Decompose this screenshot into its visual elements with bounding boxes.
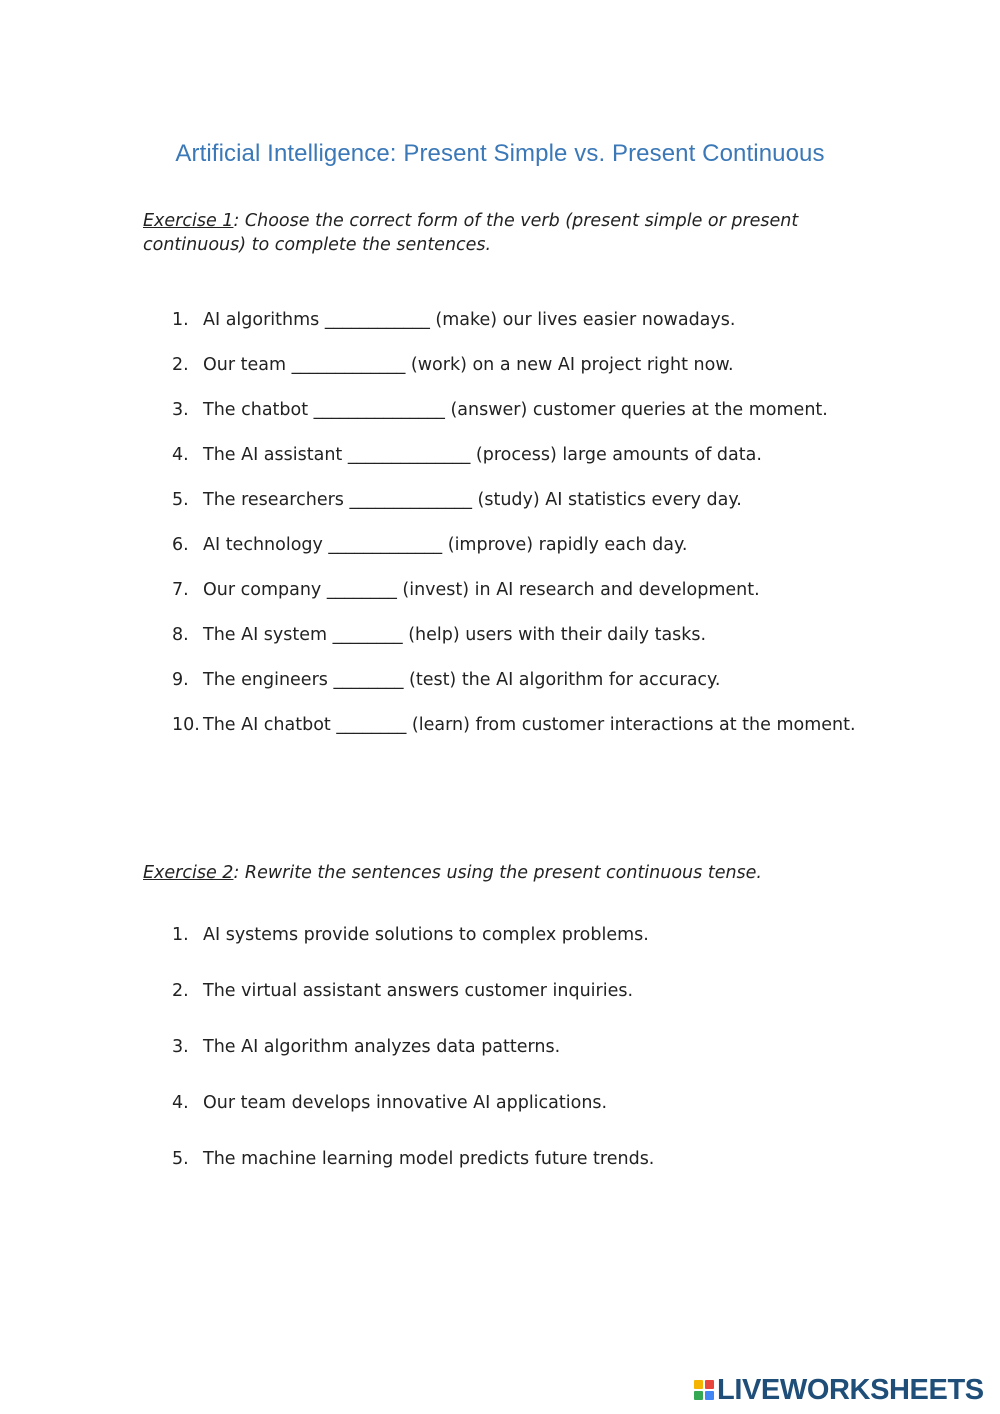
item-text: Our team _____________ (work) on a new AI project right now. bbox=[203, 355, 734, 375]
list-item bbox=[172, 963, 862, 1019]
exercise-1-instruction-text: : Choose the correct form of the verb (present simple or present continuous) to complete the sentences. bbox=[143, 211, 799, 255]
item-number: 4. bbox=[172, 445, 189, 465]
item-number: 9. bbox=[172, 670, 189, 690]
item-text: The AI chatbot ________ (learn) from customer interactions at the moment. bbox=[203, 715, 856, 735]
list-item bbox=[172, 388, 862, 433]
list-item bbox=[172, 703, 862, 748]
list-item bbox=[172, 523, 862, 568]
page-title: Artificial Intelligence: Present Simple vs. Present Continuous bbox=[175, 140, 825, 167]
item-text: AI technology _____________ (improve) rapidly each day. bbox=[203, 535, 688, 555]
item-text: Our company ________ (invest) in AI research and development. bbox=[203, 580, 760, 600]
list-item bbox=[172, 568, 862, 613]
item-number: 1. bbox=[172, 925, 189, 945]
item-text: AI systems provide solutions to complex problems. bbox=[203, 925, 649, 945]
logo-square bbox=[694, 1391, 703, 1400]
exercise-2-list bbox=[172, 907, 862, 1187]
item-number: 1. bbox=[172, 310, 189, 330]
list-item bbox=[172, 343, 862, 388]
list-item bbox=[172, 478, 862, 523]
logo-square bbox=[705, 1380, 714, 1389]
exercise-1-list bbox=[172, 298, 862, 748]
item-text: The virtual assistant answers customer inquiries. bbox=[203, 981, 634, 1001]
item-text: The AI assistant ______________ (process) large amounts of data. bbox=[203, 445, 762, 465]
item-text: The engineers ________ (test) the AI algorithm for accuracy. bbox=[203, 670, 721, 690]
list-item bbox=[172, 1131, 862, 1187]
liveworksheets-logo-icon bbox=[694, 1380, 714, 1400]
item-text: The chatbot _______________ (answer) customer queries at the moment. bbox=[203, 400, 828, 420]
item-number: 5. bbox=[172, 1149, 189, 1169]
exercise-2-instruction-text: : Rewrite the sentences using the present continuous tense. bbox=[233, 863, 762, 883]
item-number: 6. bbox=[172, 535, 189, 555]
item-number: 5. bbox=[172, 490, 189, 510]
item-text: The researchers ______________ (study) AI statistics every day. bbox=[203, 490, 742, 510]
item-number: 8. bbox=[172, 625, 189, 645]
list-item bbox=[172, 1019, 862, 1075]
list-item bbox=[172, 658, 862, 703]
item-number: 3. bbox=[172, 1037, 189, 1057]
exercise-1-instruction bbox=[143, 209, 863, 257]
list-item bbox=[172, 298, 862, 343]
exercise-2-label: Exercise 2 bbox=[143, 863, 234, 883]
logo-square bbox=[694, 1380, 703, 1389]
item-text: AI algorithms ____________ (make) our lives easier nowadays. bbox=[203, 310, 736, 330]
item-text: Our team develops innovative AI applications. bbox=[203, 1093, 608, 1113]
list-item bbox=[172, 433, 862, 478]
list-item bbox=[172, 613, 862, 658]
liveworksheets-logo-text: LIVEWORKSHEETS bbox=[717, 1373, 984, 1406]
liveworksheets-logo bbox=[694, 1373, 984, 1407]
logo-square bbox=[705, 1391, 714, 1400]
item-text: The AI algorithm analyzes data patterns. bbox=[203, 1037, 561, 1057]
item-number: 7. bbox=[172, 580, 189, 600]
exercise-2-instruction bbox=[143, 861, 863, 885]
item-number: 10. bbox=[172, 715, 200, 735]
item-number: 4. bbox=[172, 1093, 189, 1113]
item-number: 3. bbox=[172, 400, 189, 420]
item-text: The machine learning model predicts future trends. bbox=[203, 1149, 655, 1169]
item-number: 2. bbox=[172, 355, 189, 375]
item-number: 2. bbox=[172, 981, 189, 1001]
exercise-1-label: Exercise 1 bbox=[143, 211, 234, 231]
list-item bbox=[172, 907, 862, 963]
list-item bbox=[172, 1075, 862, 1131]
item-text: The AI system ________ (help) users with their daily tasks. bbox=[203, 625, 707, 645]
